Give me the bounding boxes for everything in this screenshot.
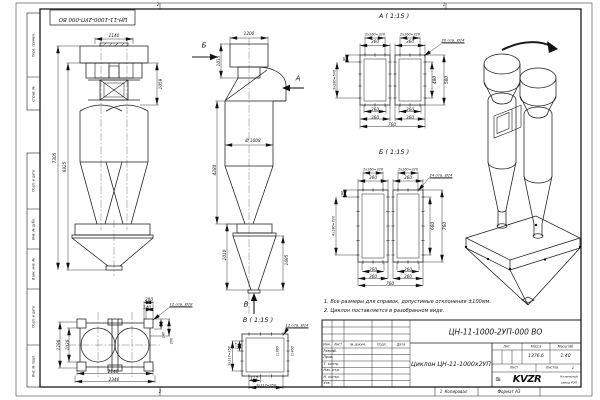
dim-label: 360: [404, 174, 412, 180]
dim-label: 2010: [221, 249, 227, 261]
view-arrow-label-a: А: [295, 74, 301, 83]
dim-label: 117: [250, 375, 258, 381]
dim-label: □380: [274, 346, 279, 356]
dim-label: 1695: [283, 254, 289, 266]
section-a-view: [336, 37, 446, 129]
dim-label: 1015: [215, 55, 221, 67]
dim-label: 1140: [108, 32, 120, 38]
view-direction-arrows: [192, 54, 304, 314]
dim-label: Ø 1008: [245, 137, 261, 143]
tb-sheets-value: 1: [571, 365, 575, 371]
margin-label-perv-primen: Перв. примен.: [30, 33, 35, 57]
dim-label: 1036: [64, 339, 70, 351]
dim-label: 1059: [157, 78, 163, 90]
tb-col-izm: Изм.: [323, 341, 331, 346]
margin-label-inv-dubl: Инв. № дубл.: [30, 218, 35, 240]
inverted-stamp-text: ЦН-11-1000-2УП-000 ВО: [58, 15, 127, 22]
tb-row-nkontr: Н. контр.: [323, 374, 340, 379]
dim-label: 260: [404, 266, 412, 272]
tb-doc-number: ЦН-11-1000-2УП-000 ВО: [448, 326, 543, 336]
dim-label: 760: [386, 280, 394, 286]
margin-label-podp-data-2: Подп. и дата: [30, 306, 35, 328]
dim-label: 140: [143, 304, 151, 310]
front-view: [57, 38, 159, 277]
tb-row-tkontr: Т. контр.: [323, 361, 340, 366]
dim-label: 1200: [243, 30, 255, 36]
view-arrow-label-b: Б: [201, 41, 207, 50]
format-label: Формат А3: [497, 389, 521, 394]
section-b-view: [335, 172, 444, 286]
tb-mass-label: Масса: [530, 343, 542, 348]
zone-mark-bottom-right: 1: [439, 388, 443, 394]
company-name-line1: Котельный: [560, 374, 578, 378]
isometric-view: [465, 41, 581, 305]
tb-sheets-label: Листов: [545, 365, 559, 370]
dim-label: 20 отв. Ø14: [441, 37, 465, 43]
dim-label: 260: [406, 106, 414, 112]
zone-mark-bottom-left: 2: [158, 388, 162, 394]
dim-label: 140: [160, 331, 165, 339]
dim-label: 6925: [61, 161, 67, 173]
tb-row-nachotd: Нач. отд.: [323, 368, 340, 372]
margin-label-podp-data-1: Подп. и дата: [30, 170, 35, 192]
tb-scale-value: 1:40: [560, 353, 571, 359]
company-logo: KVZR: [512, 373, 542, 385]
tb-mass-value: 1376,6: [528, 353, 544, 359]
tb-sheet-label: Лист: [509, 365, 519, 370]
dim-label: 3x117=350: [256, 382, 276, 387]
dim-label: 2x160=320: [363, 166, 383, 171]
dim-label: 2x160=320: [365, 31, 385, 36]
dim-label: 580: [443, 76, 449, 84]
dim-label: 760: [388, 121, 396, 127]
tb-col-list: Лист: [333, 341, 343, 346]
dim-label: 200: [145, 296, 153, 302]
dim-label: 660: [429, 222, 435, 230]
dim-label: □460: [289, 346, 294, 356]
dim-label: 2x160=320: [398, 166, 418, 171]
margin-label-vzam-inv: Взам. инв. №: [30, 258, 35, 280]
section-v-view: [232, 328, 290, 389]
tb-col-podp: Подп.: [377, 341, 387, 346]
dim-label: 2x160=320: [400, 31, 420, 36]
dim-label: 2146: [107, 368, 119, 374]
dim-label: 360: [406, 114, 414, 120]
dim-label: 260: [371, 106, 379, 112]
dim-label: 3x180=540: [331, 70, 336, 90]
margin-label-inv-podl: Инв. № подл.: [30, 355, 35, 377]
copy-label: Копировал: [444, 389, 468, 394]
dim-label: 200: [168, 337, 173, 345]
dim-label: 360: [371, 114, 379, 120]
section-a-title: А ( 1:15 ): [378, 11, 410, 20]
dim-label: 12 отв. Ø14: [285, 321, 309, 327]
dim-label: 7305: [51, 152, 57, 164]
dim-label: 90: [341, 56, 346, 61]
dim-label: 360: [404, 273, 412, 279]
dim-label: 360: [369, 174, 377, 180]
section-b-title: Б ( 1:15 ): [378, 147, 410, 156]
tb-scale-label: Масштаб: [557, 343, 574, 348]
dim-label: 760: [441, 222, 447, 230]
zone-mark-top-right: 1: [442, 2, 446, 7]
dim-label: 1296: [55, 339, 61, 351]
tb-lit-label: Лит.: [503, 343, 511, 348]
tb-row-utv: Утв.: [323, 381, 331, 385]
dim-label: 360: [371, 38, 379, 44]
dim-label: 360: [406, 38, 414, 44]
tb-row-razrab: Разраб.: [323, 348, 337, 353]
zone-mark-top-left: 2: [156, 2, 160, 7]
side-view: [192, 37, 304, 317]
dim-label: 3x117=350: [226, 346, 231, 366]
dim-label: 260: [369, 266, 377, 272]
dim-label: 12 отв. Ø18: [169, 300, 193, 306]
dim-label: 4280: [211, 164, 217, 176]
view-arrow-label-v: В: [243, 300, 249, 309]
tb-row-prov: Пров.: [323, 355, 334, 359]
dim-label: 117: [234, 342, 239, 350]
dim-label: 2346: [108, 376, 120, 382]
tb-product-name: Циклон ЦН-11-1000х2УП: [411, 360, 491, 368]
dim-label: 24 отв. Ø14: [429, 172, 453, 178]
dim-label: 480: [431, 76, 437, 84]
note-line-2: 2. Циклон поставляется в разобранном виде.: [324, 307, 445, 314]
sheet-frame: [16, 3, 592, 396]
tb-col-docnum: № докум.: [350, 341, 366, 346]
dim-label: 360: [369, 273, 377, 279]
company-name-line2: завод РЭП: [560, 380, 578, 384]
dim-label: 4x180=720: [330, 216, 335, 236]
coil-logo-icon: ≋: [495, 375, 501, 383]
note-line-1: 1. Все размеры для справок, допустимые отклонения ±100мм.: [324, 299, 491, 305]
tb-col-data: Дата: [396, 341, 406, 346]
dim-label: 180: [339, 190, 344, 197]
margin-label-sprav-no: Справ. №: [30, 85, 35, 102]
section-v-title: В ( 1:15 ): [242, 315, 274, 324]
